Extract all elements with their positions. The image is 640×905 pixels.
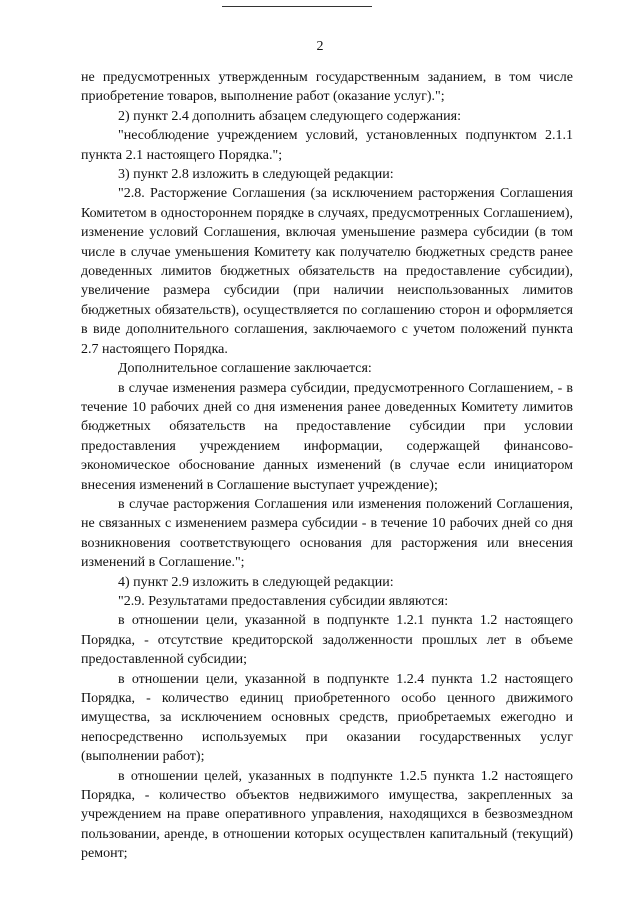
paragraph-continuation: не предусмотренных утвержденным государственным заданием, в том числе приобретение товаров, выполнение работ (оказание услуг)."; — [81, 70, 573, 105]
paragraph-goal-1-2-4: в отношении цели, указанной в подпункте 1.2.4 пункта 1.2 настоящего Порядка, - количество единиц приобретенного особо ценного движимого имущества, за исключением основных средств, приобретаемых ежегодно и непосредственно используемых при оказании государственных услуг (выполнении работ); — [81, 671, 573, 765]
paragraph-goal-1-2-1: в отношении цели, указанной в подпункте 1.2.1 пункта 1.2 настоящего Порядка, - отсутствие кредиторской задолженности прошлых лет в объеме предоставленной субсидии; — [81, 613, 573, 668]
paragraph-clause-2-8: "2.8. Расторжение Соглашения (за исключением расторжения Соглашения Комитетом в одностороннем порядке в случаях, предусмотренных Соглашением), изменение условий Соглашения, включая уменьшение размера субсидии (в том числе в случае уменьшения Комитету как получателю бюджетных средств ранее доведенных лимитов бюджетных обязательств на предоставление субсидии), увеличение размера субсидии (при наличии неиспользованных лимитов бюджетных обязательств), осуществляется по соглашению сторон и оформляется в виде дополнительного соглашения, заключаемого с учетом положений пункта 2.7 настоящего Порядка. — [81, 186, 573, 357]
paragraph-item-3: 3) пункт 2.8 изложить в следующей редакции: — [118, 167, 394, 183]
paragraph-termination: в случае расторжения Соглашения или изменения положений Соглашения, не связанных с изменением размера субсидии - в течение 10 рабочих дней со дня возникновения соответствующего основания для расторжения или внесения изменений в Соглашение."; — [81, 496, 573, 571]
paragraph-clause-2-9: "2.9. Результатами предоставления субсидии являются: — [118, 593, 449, 609]
paragraph-quote-2-4: "несоблюдение учреждением условий, установленных подпунктом 2.1.1 пункта 2.1 настоящего Порядка."; — [81, 128, 573, 163]
top-rule — [222, 6, 372, 7]
paragraph-item-4: 4) пункт 2.9 изложить в следующей редакции: — [118, 574, 394, 590]
document-body — [81, 68, 573, 864]
paragraph-additional-agreement: Дополнительное соглашение заключается: — [118, 361, 372, 377]
paragraph-item-2: 2) пункт 2.4 дополнить абзацем следующего содержания: — [118, 108, 461, 124]
paragraph-goal-1-2-5: в отношении целей, указанных в подпункте 1.2.5 пункта 1.2 настоящего Порядка, - количество объектов недвижимого имущества, закрепленных за учреждением на праве оперативного управления, находящихся в безвозмездном пользовании, аренде, в отношении которых осуществлен капитальный (текущий) ремонт; — [81, 768, 573, 862]
page-number: 2 — [316, 39, 324, 54]
paragraph-subsidy-change: в случае изменения размера субсидии, предусмотренного Соглашением, - в течение 10 рабочих дней со дня изменения ранее доведенных Комитету лимитов бюджетных обязательств на предоставление субсидии при условии предоставления учреждением информации, содержащей финансово-экономическое обоснование данных изменений (в случае если инициатором внесения изменений в Соглашение выступает учреждение); — [81, 380, 573, 493]
